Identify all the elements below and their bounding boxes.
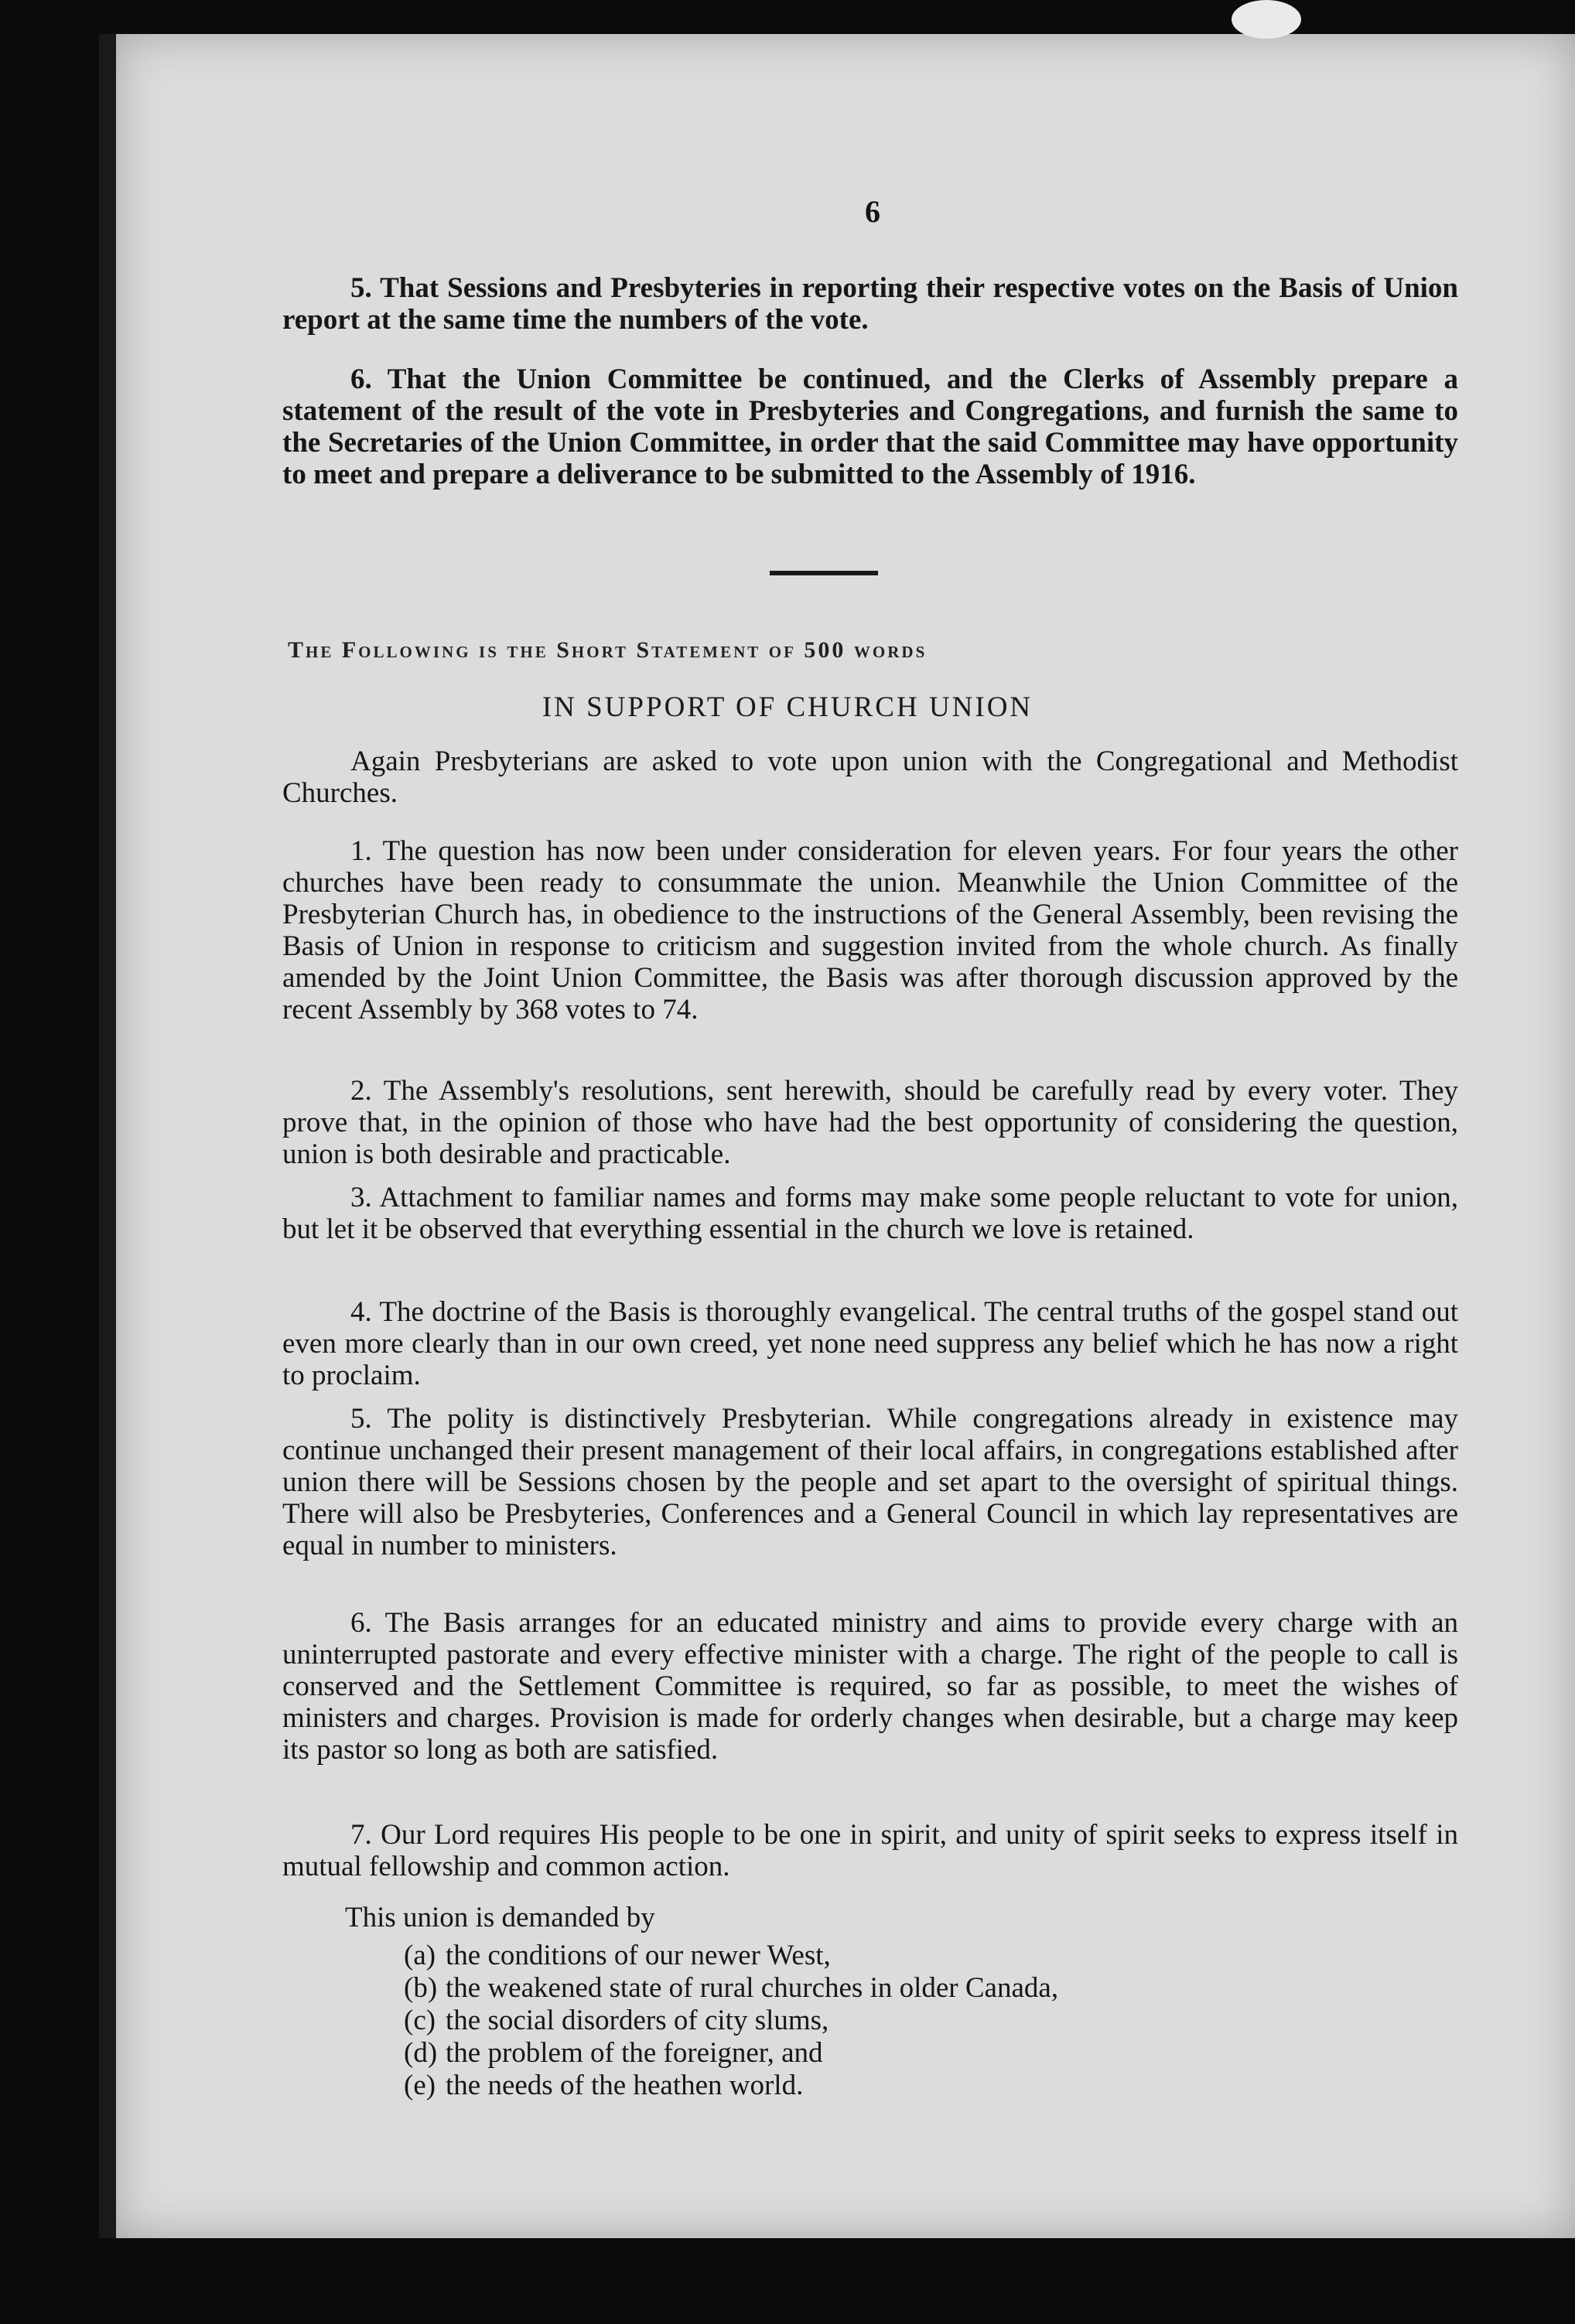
list-item — [404, 1940, 1058, 1972]
resolution-number: 5. — [350, 272, 372, 304]
point-2 — [282, 1075, 1458, 1170]
point-number: 2. — [350, 1075, 372, 1107]
demands-list — [404, 1940, 1058, 2102]
point-7 — [282, 1819, 1458, 1882]
point-text: Our Lord requires His people to be one in spirit, and unity of spirit seeks to express itself in mutual fellowship and common action. — [282, 1819, 1458, 1882]
point-4 — [282, 1296, 1458, 1391]
point-number: 4. — [350, 1296, 372, 1328]
point-text: The Assembly's resolutions, sent herewith, should be carefully read by every voter. They prove that, in the opinion of those who have had the best opportunity of considering the question, union is both desirable and practicable. — [282, 1075, 1458, 1170]
statement-intro: The Following is the Short Statement of 500 words — [288, 637, 928, 663]
resolution-text: That the Union Committee be continued, and the Clerks of Assembly prepare a statement of the result of the vote in Presbyteries and Congregations, and furnish the same to the Secretaries of the Union Committee, in order that the said Committee may have opportunity to meet and prepare a deliverance to be submitted to the Assembly of 1916. — [282, 363, 1458, 490]
list-marker: (d) — [404, 2037, 438, 2069]
list-text: the weakened state of rural churches in older Canada, — [446, 1972, 1059, 2004]
list-text: the social disorders of city slums, — [446, 2005, 829, 2036]
list-item — [404, 2005, 1058, 2037]
scan-speck — [1232, 0, 1301, 39]
resolution-5 — [282, 272, 1458, 336]
point-text: The Basis arranges for an educated ministry and aims to provide every charge with an uninterrupted pastorate and every effective minister with a charge. The right of the people to call is conserved and the Settlement Committee is required, so far as possible, to meet the wishes of ministers and charges. Provision is made for orderly changes when desirable, but a charge may keep its pastor so long as both are satisfied. — [282, 1607, 1458, 1766]
point-text: The polity is distinctively Presbyterian. While congregations already in existence may continue unchanged their present management of their local affairs, in congregations established after union there will be Sessions chosen by the people and set apart to the oversight of spiritual things. There will also be Presbyteries, Conferences and a General Council in which lay representatives are equal in number to ministers. — [282, 1403, 1458, 1561]
point-5 — [282, 1403, 1458, 1561]
opening-paragraph: Again Presbyterians are asked to vote upon union with the Congregational and Methodist Churches. — [282, 746, 1458, 809]
list-marker: (a) — [404, 1940, 436, 1971]
point-number: 5. — [350, 1403, 372, 1435]
list-text: the needs of the heathen world. — [446, 2070, 804, 2101]
point-number: 6. — [350, 1607, 372, 1639]
point-1 — [282, 835, 1458, 1025]
list-text: the problem of the foreigner, and — [446, 2037, 823, 2069]
point-text: Attachment to familiar names and forms may make some people reluctant to vote for union, but let it be observed that everything essential in the church we love is retained. — [282, 1182, 1458, 1245]
list-item — [404, 1972, 1058, 2005]
point-number: 1. — [350, 835, 372, 867]
statement-heading: IN SUPPORT OF CHURCH UNION — [542, 691, 1033, 723]
list-item — [404, 2037, 1058, 2070]
list-item — [404, 2070, 1058, 2102]
point-number: 7. — [350, 1819, 372, 1851]
point-number: 3. — [350, 1182, 372, 1213]
point-6 — [282, 1607, 1458, 1766]
point-3 — [282, 1182, 1458, 1245]
list-marker: (e) — [404, 2070, 436, 2101]
point-text: The doctrine of the Basis is thoroughly evangelical. The central truths of the gospel stand out even more clearly than in our own creed, yet none need suppress any belief which he has now a right to proclaim. — [282, 1296, 1458, 1391]
resolution-6 — [282, 363, 1458, 490]
list-marker: (c) — [404, 2005, 436, 2036]
resolution-text: That Sessions and Presbyteries in reporting their respective votes on the Basis of Union report at the same time the numbers of the vote. — [282, 272, 1459, 336]
page-number: 6 — [865, 194, 880, 229]
section-divider — [770, 571, 878, 575]
list-text: the conditions of our newer West, — [446, 1940, 831, 1971]
list-marker: (b) — [404, 1972, 438, 2004]
point-text: The question has now been under consideration for eleven years. For four years the other churches have been ready to consummate the union. Meanwhile the Union Committee of the Presbyterian Church has, in obedience to the instructions of the General Assembly, been revising the Basis of Union in response to criticism and suggestion invited from the whole church. As finally amended by the Joint Union Committee, the Basis was after thorough discussion approved by the recent Assembly by 368 votes to 74. — [282, 835, 1458, 1025]
resolution-number: 6. — [350, 363, 372, 395]
demanded-intro: This union is demanded by — [345, 1902, 655, 1933]
